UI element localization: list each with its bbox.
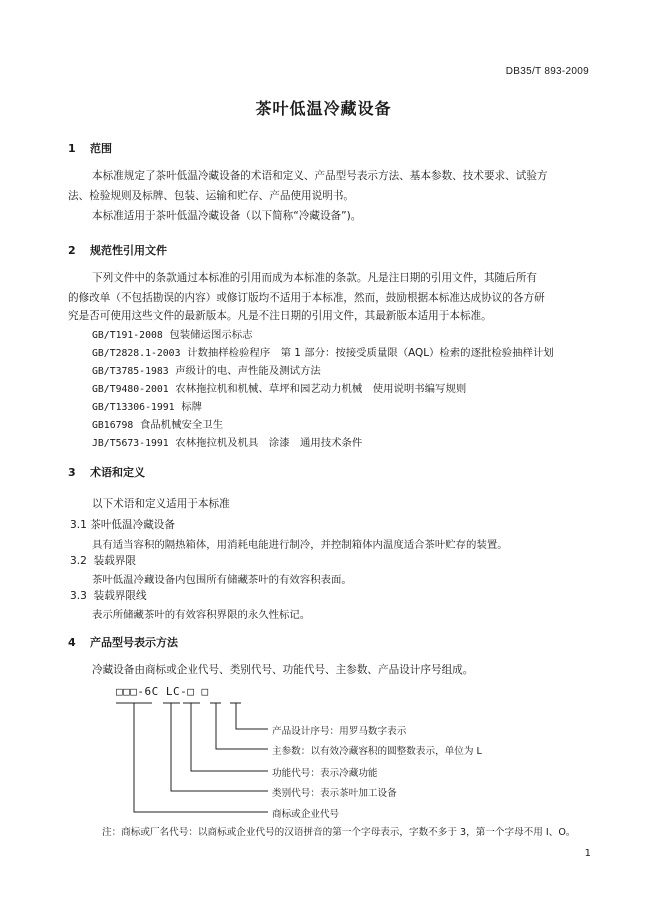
paragraph: 下列文件中的条款通过本标准的引用而成为本标准的条款。凡是注日期的引用文件，其随后所有: [92, 272, 537, 284]
standard-number: DB35/T 893-2009: [505, 66, 589, 77]
section-title: 规范性引用文件: [90, 244, 167, 257]
leader-category: [171, 703, 268, 791]
label-trademark: 商标或企业代号: [272, 809, 340, 820]
reference-code: GB/T9480-2001: [92, 384, 169, 395]
label-design-seq: 产品设计序号：用罗马数字表示: [272, 726, 407, 737]
leader-function: [191, 703, 268, 771]
term-number: 3.2: [70, 555, 87, 567]
term-name: 装载界限线: [93, 590, 147, 602]
reference-title: 食品机械安全卫生: [139, 419, 224, 431]
page-title: 茶叶低温冷藏设备: [255, 99, 392, 118]
page-number: 1: [584, 848, 591, 859]
section-number: 2: [68, 244, 76, 257]
paragraph: 的修改单（不包括勘误的内容）或修订版均不适用于本标准，然而，鼓励根据本标准达成协议的各方研: [68, 292, 545, 304]
term-definition: 表示所储藏茶叶的有效容积界限的永久性标记。: [92, 609, 311, 621]
section-number: 3: [68, 466, 76, 479]
term-number: 3.3: [70, 590, 87, 602]
reference-title: 计数抽样检验程序 第 1 部分：按接受质量限（AQL）检索的逐批检验抽样计划: [187, 347, 554, 359]
paragraph: 法、检验规则及标牌、包装、运输和贮存、产品使用说明书。: [68, 190, 355, 202]
label-function: 功能代号：表示冷藏功能: [272, 768, 378, 779]
section-number: 1: [68, 142, 76, 155]
term-name: 装载界限: [93, 555, 136, 567]
paragraph: 以下术语和定义适用于本标准: [92, 498, 230, 510]
note: 注：商标或厂名代号：以商标或企业代号的汉语拼音的第一个字母表示，字数不多于 3，第一个字母不用 I、O。: [102, 827, 576, 838]
label-main-param: 主参数：以有效冷藏容积的圆整数表示，单位为 L: [272, 746, 482, 757]
reference-code: GB16798: [92, 420, 134, 431]
paragraph: 究是否可使用这些文件的最新版本。凡是不注日期的引用文件，其最新版本适用于本标准。: [68, 310, 492, 322]
reference-code: GB/T3785-1983: [92, 366, 169, 377]
section-title: 范围: [90, 142, 112, 155]
leader-design-seq: [236, 703, 268, 729]
term-number: 3.1: [70, 519, 87, 531]
section-number: 4: [68, 636, 76, 649]
reference-code: GB/T13306-1991: [92, 402, 175, 413]
paragraph: 本标准适用于茶叶低温冷藏设备（以下简称“冷藏设备”)。: [92, 210, 362, 222]
reference-title: 农林拖拉机及机具 涂漆 通用技术条件: [175, 437, 363, 449]
term-definition: 茶叶低温冷藏设备内包围所有储藏茶叶的有效容积表面。: [92, 574, 352, 586]
reference-title: 声级计的电、声性能及测试方法: [175, 365, 321, 377]
reference-code: GB/T191-2008: [92, 330, 163, 341]
term-definition: 具有适当容积的隔热箱体，用消耗电能进行制冷，并控制箱体内温度适合茶叶贮存的装置。: [92, 539, 508, 551]
section-title: 术语和定义: [90, 466, 145, 479]
label-category: 类别代号：表示茶叶加工设备: [272, 788, 397, 799]
leader-main-param: [216, 703, 268, 749]
leader-trademark: [134, 703, 268, 812]
paragraph: 冷藏设备由商标或企业代号、类别代号、功能代号、主参数、产品设计序号组成。: [92, 664, 474, 676]
model-code: □□□-6C LC-□ □: [116, 685, 209, 698]
reference-code: JB/T5673-1991: [92, 438, 169, 449]
reference-code: GB/T2828.1-2003: [92, 348, 181, 359]
term-name: 茶叶低温冷藏设备: [90, 519, 175, 531]
reference-title: 包装储运图示标志: [169, 329, 253, 341]
reference-title: 标牌: [181, 401, 202, 413]
section-title: 产品型号表示方法: [90, 636, 178, 649]
reference-title: 农林拖拉机和机械、草坪和园艺动力机械 使用说明书编写规则: [175, 383, 467, 395]
paragraph: 本标准规定了茶叶低温冷藏设备的术语和定义、产品型号表示方法、基本参数、技术要求、试验方: [92, 170, 548, 182]
